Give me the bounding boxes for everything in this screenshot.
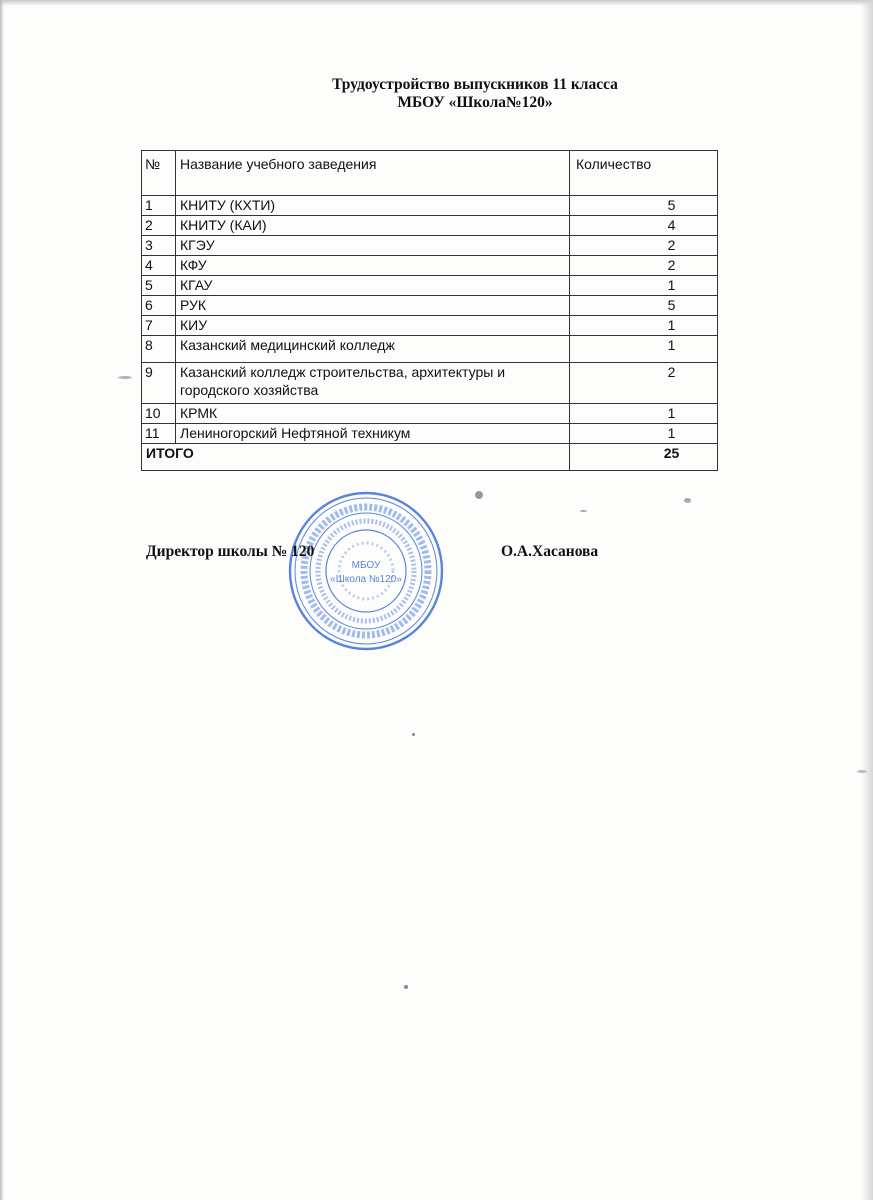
scan-edge-left	[0, 0, 4, 1200]
scan-speck	[404, 985, 408, 989]
row-name: КИУ	[176, 316, 570, 336]
row-name: КГЭУ	[176, 236, 570, 256]
row-num: 9	[142, 363, 176, 404]
table-row	[142, 236, 718, 256]
row-qty: 2	[570, 363, 718, 404]
title-line-2: МБОУ «Школа№120»	[397, 94, 553, 111]
row-name: КФУ	[176, 256, 570, 276]
school-seal-icon	[286, 490, 446, 652]
row-qty: 2	[570, 256, 718, 276]
scan-speck	[412, 733, 415, 736]
row-qty: 5	[570, 296, 718, 316]
row-num: 1	[142, 196, 176, 216]
row-name: Казанский медицинский колледж	[176, 336, 570, 363]
seal-inner-line-1: МБОУ	[351, 560, 381, 571]
row-num: 6	[142, 296, 176, 316]
scan-edge-right	[861, 0, 873, 1200]
scan-edge-top	[0, 0, 873, 6]
row-qty: 4	[570, 216, 718, 236]
table-total-row	[142, 444, 718, 471]
scan-speck	[684, 498, 691, 503]
row-qty: 5	[570, 196, 718, 216]
row-name: КРМК	[176, 404, 570, 424]
total-qty: 25	[570, 444, 718, 471]
row-num: 8	[142, 336, 176, 363]
row-name: Казанский колледж строительства, архитектуры и городского хозяйства	[176, 363, 570, 404]
row-name: КНИТУ (КАИ)	[176, 216, 570, 236]
table-header-row	[142, 151, 718, 196]
signature-name: О.А.Хасанова	[501, 543, 599, 560]
table-row	[142, 256, 718, 276]
scan-speck	[580, 510, 587, 512]
total-label: ИТОГО	[142, 444, 570, 471]
scan-speck	[118, 376, 132, 379]
row-name: КНИТУ (КХТИ)	[176, 196, 570, 216]
table-row	[142, 363, 718, 404]
row-num: 5	[142, 276, 176, 296]
table-row	[142, 424, 718, 444]
signature-position: Директор школы № 120	[146, 543, 315, 560]
header-num: №	[142, 151, 176, 196]
row-num: 4	[142, 256, 176, 276]
scan-speck	[857, 770, 867, 773]
header-qty: Количество	[570, 151, 718, 196]
title-line-1: Трудоустройство выпускников 11 класса	[332, 76, 618, 93]
table-row	[142, 336, 718, 363]
table-row	[142, 296, 718, 316]
table-row	[142, 196, 718, 216]
header-name: Название учебного заведения	[176, 151, 570, 196]
table-row	[142, 404, 718, 424]
row-qty: 1	[570, 336, 718, 363]
row-num: 10	[142, 404, 176, 424]
row-name: КГАУ	[176, 276, 570, 296]
row-name: Лениногорский Нефтяной техникум	[176, 424, 570, 444]
document-title	[0, 76, 873, 112]
row-num: 11	[142, 424, 176, 444]
row-qty: 1	[570, 424, 718, 444]
row-name: РУК	[176, 296, 570, 316]
row-qty: 1	[570, 316, 718, 336]
row-num: 7	[142, 316, 176, 336]
row-qty: 1	[570, 404, 718, 424]
seal-inner-line-2: «Школа №120»	[330, 574, 402, 585]
row-num: 3	[142, 236, 176, 256]
table-row	[142, 216, 718, 236]
row-qty: 1	[570, 276, 718, 296]
graduates-table	[141, 150, 718, 471]
row-qty: 2	[570, 236, 718, 256]
row-num: 2	[142, 216, 176, 236]
table-row	[142, 316, 718, 336]
table-row	[142, 276, 718, 296]
scan-speck	[475, 491, 483, 499]
